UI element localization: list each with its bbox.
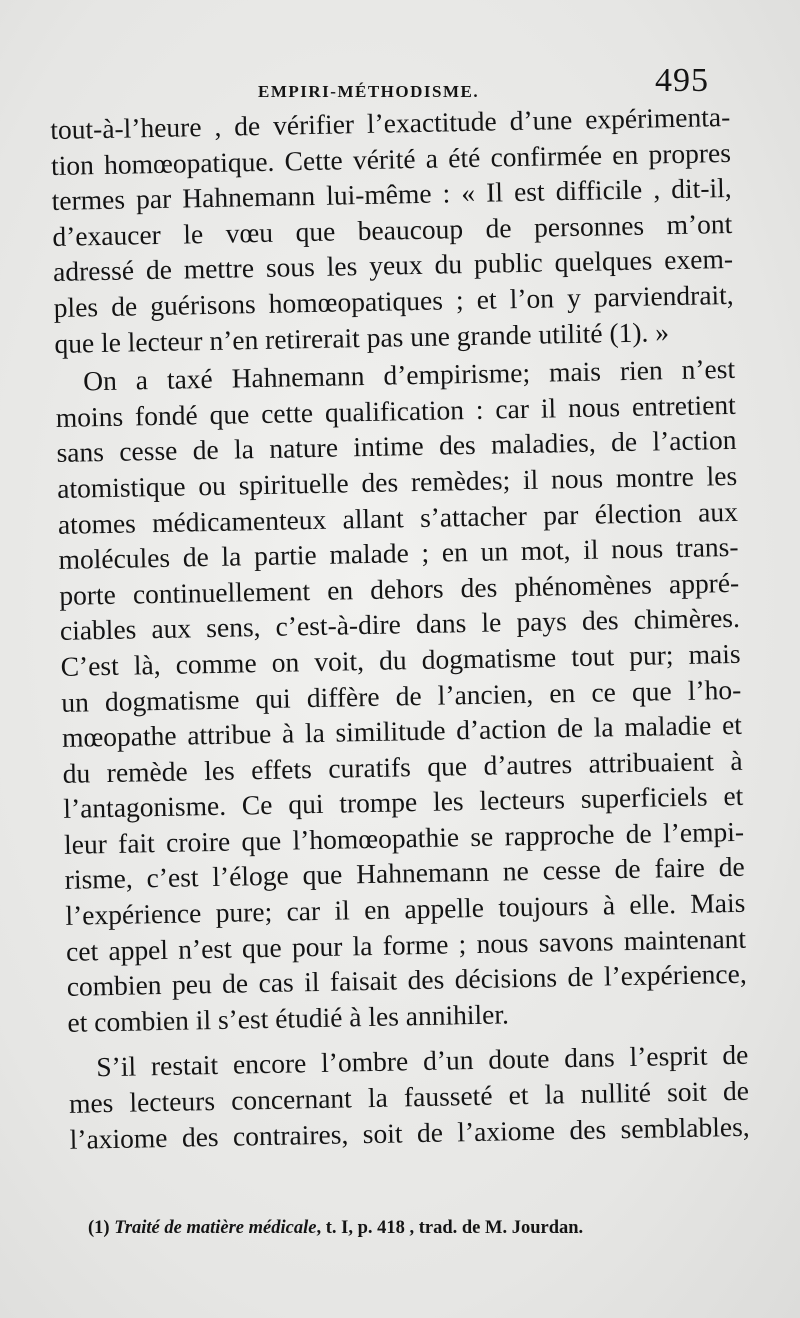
text-line: ples de guérisons homœopatiques ; et l’on y parviendrait, <box>53 278 734 323</box>
running-head: EMPIRI-MÉTHODISME. <box>258 82 480 101</box>
footnote-title: Traité de matière médicale <box>114 1218 317 1238</box>
text-line: tout-à-l’heure , de vérifier l’exactitude d’une expérimenta- <box>50 100 731 145</box>
text-line: cet appel n’est que pour la forme ; nous savons maintenant <box>65 922 747 967</box>
text-line: mes lecteurs concernant la fausseté et la nullité soit de <box>68 1074 750 1119</box>
text-line: mœopathe attribue à la similitude d’action de la maladie et <box>61 708 743 753</box>
text-line: que le lecteur n’en retirerait pas une grande utilité (1). » <box>54 315 670 359</box>
text-line: l’antagonisme. Ce qui trompe les lecteurs superficiels et <box>63 780 744 825</box>
text-line: l’expérience pure; car il en appelle toujours à elle. Mais <box>65 886 746 931</box>
text-line: ciables aux sens, c’est-à-dire dans le pays des chimères. <box>59 602 741 647</box>
footnote-marker: (1) <box>88 1218 110 1238</box>
text-line: l’axiome des contraires, soit de l’axiome des semblables, <box>69 1110 750 1155</box>
paragraph-1 <box>50 99 735 361</box>
text-line: d’exaucer le vœu que beaucoup de personnes m’ont <box>52 207 733 252</box>
text-line: adressé de mettre sous les yeux du public quelques exem- <box>52 243 734 288</box>
page-number: 495 <box>655 62 709 99</box>
text-line: risme, c’est l’éloge que Hahnemann ne cesse de faire de <box>64 851 745 896</box>
text-line: termes par Hahnemann lui-même : « Il est difficile , dit-il, <box>51 172 732 217</box>
text-line: et combien il s’est étudié à les annihiler. <box>67 998 510 1038</box>
text-line: S’il restait encore l’ombre d’un doute dans l’esprit de <box>96 1039 749 1083</box>
body-text <box>50 99 750 1157</box>
text-line: porte continuellement en dehors des phénomènes appré- <box>58 566 740 611</box>
footnote-reference: , t. I, p. 418 , trad. de M. Jourdan. <box>316 1218 584 1238</box>
paragraph-2 <box>55 351 748 1040</box>
text-line: tion homœopatique. Cette vérité a été confirmée en propres <box>50 136 732 181</box>
text-line: du remède les effets curatifs que d’autres attribuaient à <box>62 744 743 789</box>
text-line: combien peu de cas il faisait des décisions de l’expérience, <box>66 958 747 1003</box>
text-line: On a taxé Hahnemann d’empirisme; mais rien n’est <box>82 353 736 397</box>
text-line: un dogmatisme qui diffère de l’ancien, en ce que l’ho- <box>61 673 742 718</box>
text-line: atomes médicamenteux allant s’attacher par élection aux <box>57 495 739 540</box>
text-line: leur fait croire que l’homœopathie se rapproche de l’empi- <box>63 815 745 860</box>
paragraph-3 <box>68 1037 750 1157</box>
footnote <box>88 1218 748 1239</box>
text-line: molécules de la partie malade ; en un mot, il nous trans- <box>58 530 739 576</box>
text-line: C’est là, comme on voit, du dogmatisme tout pur; mais <box>60 637 741 682</box>
text-line: atomistique ou spirituelle des remèdes; il nous montre les <box>56 459 738 504</box>
text-line: moins fondé que cette qualification : car il nous entretient <box>55 388 737 433</box>
text-line: sans cesse de la nature intime des maladies, de l’action <box>56 424 737 469</box>
